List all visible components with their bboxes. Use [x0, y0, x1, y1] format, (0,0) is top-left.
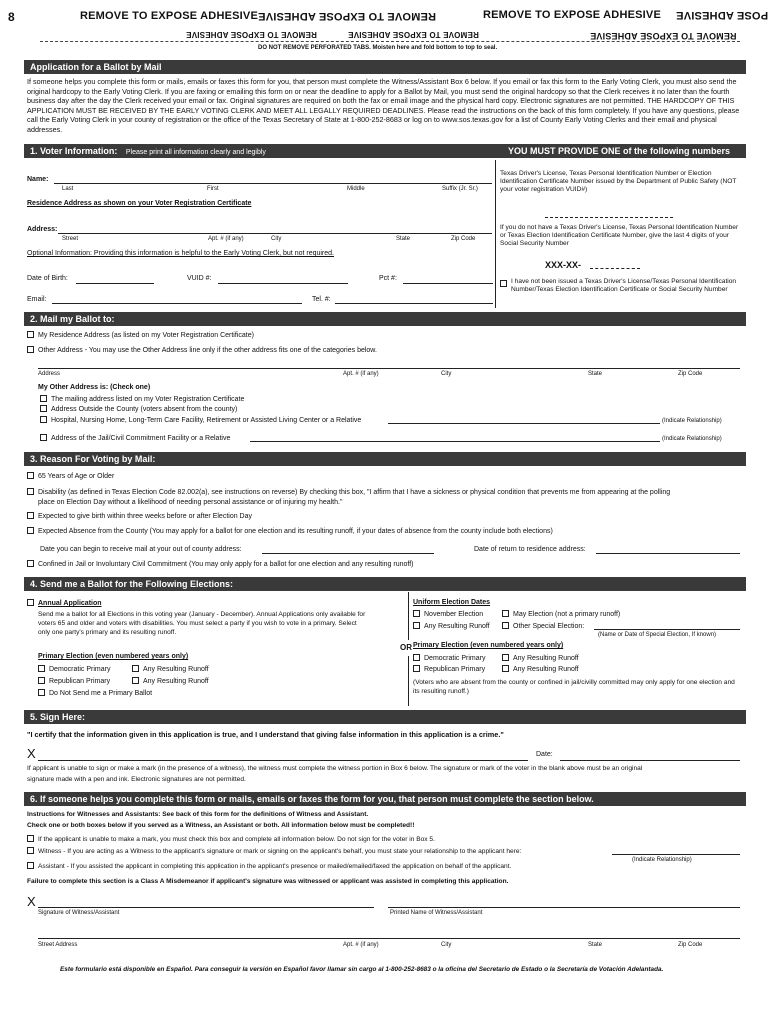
id-numbers-title-bar	[502, 144, 746, 158]
other-special-option[interactable]: Other Special Election:	[502, 622, 584, 630]
disability-continued: place on Election Day without a likelihood of needing personal assistance or of injuring my health."	[38, 499, 343, 506]
runoff-left-2[interactable]: Any Resulting Runoff	[132, 677, 209, 685]
ssn-option: If you do not have a Texas Driver's License, Texas Personal Identification Number or Texas Election Identification Certificate Number, give the last 4 digits of your Social Security Number	[500, 224, 739, 247]
tel-label: Tel. #:	[312, 296, 331, 303]
drivers-license-field[interactable]	[545, 217, 673, 218]
adhesive-strip	[0, 0, 770, 50]
special-election-field[interactable]	[594, 629, 740, 630]
relationship-caption: (Indicate Relationship)	[662, 418, 722, 424]
witness-state-caption: State	[588, 942, 603, 948]
name-field[interactable]	[54, 183, 492, 184]
witness-city-caption: City	[441, 942, 452, 948]
residence-address-checkbox	[27, 331, 34, 338]
pct-field[interactable]	[403, 283, 493, 284]
return-date-field[interactable]	[596, 553, 740, 554]
section3-title-bar	[24, 452, 746, 466]
sign-date-label: Date:	[536, 751, 553, 758]
return-date-label: Date of return to residence address:	[474, 546, 586, 553]
first-name-caption: First	[207, 186, 219, 192]
section5-title-bar	[24, 710, 746, 724]
witness-zip-caption: Zip Code	[678, 942, 703, 948]
no-id-checkbox[interactable]	[500, 280, 511, 288]
section6-title: 6. If someone helps you complete this form or mails, emails or faxes the form for you, that person must complete the section below.	[30, 794, 594, 804]
section3-title: 3. Reason For Voting by Mail:	[30, 454, 156, 464]
jail-option[interactable]: Address of the Jail/Civil Commitment Facility or a Relative	[40, 434, 230, 442]
section4-title: 4. Send me a Ballot for the Following Elections:	[30, 579, 234, 589]
corner-number: 8	[8, 10, 15, 24]
certify-statement: "I certify that the information given in this application is true, and I understand that giving false information in this application is a crime."	[27, 730, 504, 739]
witness-signature-x: X	[27, 894, 36, 909]
republican-primary-left[interactable]: Republican Primary	[38, 677, 110, 685]
witness-relationship-caption: (Indicate Relationship)	[632, 857, 692, 863]
begin-date-field[interactable]	[262, 553, 434, 554]
voter-signature-x: X	[27, 746, 36, 761]
other-city-caption: City	[441, 371, 452, 377]
begin-date-label: Date you can begin to receive mail at your out of county address:	[40, 546, 242, 553]
hospital-relationship-field[interactable]	[388, 423, 660, 424]
other-apt-caption: Apt. # (if any)	[343, 371, 379, 377]
remove-adhesive-label-flipped: REMOVE TO EXPOSE ADHESIVE	[590, 31, 737, 41]
section1-title-bar	[24, 144, 502, 158]
mailing-address-option[interactable]: The mailing address listed on my Voter Registration Certificate	[40, 395, 244, 403]
name-label: Name:	[27, 176, 49, 183]
vuid-label: VUID #:	[187, 275, 212, 282]
annual-application-option[interactable]: Annual Application	[27, 599, 102, 607]
section1-title: 1. Voter Information:	[30, 146, 118, 156]
pct-label: Pct #:	[379, 275, 397, 282]
vuid-field[interactable]	[218, 283, 348, 284]
fold-line	[40, 41, 740, 42]
application-title: Application for a Ballot by Mail	[30, 62, 162, 72]
dob-label: Date of Birth:	[27, 275, 68, 282]
section6-title-bar	[24, 792, 746, 806]
may-election-option[interactable]: May Election (not a primary runoff)	[502, 610, 620, 618]
witness-option[interactable]: Witness - If you are acting as a Witness to the applicant's signature or mark or signing on the applicant's behalf, you must state your relationship to the applicant here:	[27, 847, 521, 855]
other-state-caption: State	[588, 371, 603, 377]
other-zip-caption: Zip Code	[678, 371, 703, 377]
uniform-runoff-option[interactable]: Any Resulting Runoff	[413, 622, 490, 630]
assistant-option[interactable]: Assistant - If you assisted the applicant in completing this application in the applicant's presence or mailed/emailed/faxed the application on behalf of the applicant.	[27, 862, 511, 870]
runoff-left-1[interactable]: Any Resulting Runoff	[132, 665, 209, 673]
other-address-checkbox	[27, 346, 34, 353]
witness-printed-name-field[interactable]	[388, 907, 740, 908]
dob-field[interactable]	[76, 283, 154, 284]
or-label: OR	[400, 643, 412, 652]
no-primary-option[interactable]: Do Not Send me a Primary Ballot	[38, 689, 152, 697]
remove-adhesive-label-flipped: REMOVE TO EXPOSE ADHESIVE	[348, 30, 479, 39]
remove-adhesive-label: REMOVE TO EXPOSE ADHESIVE	[80, 10, 258, 22]
email-field[interactable]	[52, 303, 302, 304]
section4-title-bar	[24, 577, 746, 591]
unable-to-mark-option[interactable]: If the applicant is unable to make a mark, you must check this box and complete all information below. Do not sign for the voter in Box 5.	[27, 835, 435, 843]
witness-printed-name-caption: Printed Name of Witness/Assistant	[390, 910, 483, 916]
other-address-caption: Address	[38, 371, 61, 377]
ssn-last4-field[interactable]	[590, 268, 640, 269]
witness-apt-caption: Apt. # (if any)	[343, 942, 379, 948]
state-caption: State	[396, 236, 411, 242]
hospital-option[interactable]: Hospital, Nursing Home, Long-Term Care Facility, Retirement or Assisted Living Center or a Relative	[40, 416, 361, 424]
suffix-caption: Suffix (Jr. Sr.)	[442, 186, 478, 192]
absent-voters-note: (Voters who are absent from the county or confined in jail/civilly committed may only apply for one election and its resulting runoff.)	[413, 679, 735, 695]
street-caption: Street	[62, 236, 79, 242]
other-address-field[interactable]	[38, 368, 740, 369]
relationship-caption: (Indicate Relationship)	[662, 436, 722, 442]
democratic-primary-left[interactable]: Democratic Primary	[38, 665, 110, 673]
residence-address-field[interactable]	[58, 233, 492, 234]
reason-birth-option[interactable]: Expected to give birth within three weeks before or after Election Day	[27, 512, 252, 520]
jail-relationship-field[interactable]	[250, 441, 660, 442]
uniform-election-heading: Uniform Election Dates	[413, 599, 491, 606]
address-label: Address:	[27, 226, 58, 233]
other-address-option[interactable]: Other Address - You may use the Other Address line only if the other address fits one of the categories below.	[27, 346, 377, 354]
primary-election-left-heading: Primary Election (even numbered years only)	[38, 653, 189, 660]
my-other-address-heading: My Other Address is: (Check one)	[38, 384, 151, 391]
witness-relationship-field[interactable]	[612, 854, 740, 855]
witness-check-note: Check one or both boxes below if you served as a Witness, an Assistant or both. All information below must be completed!!	[27, 822, 415, 829]
reason-disability-option[interactable]: Disability (as defined in Texas Election Code 82.002(a), see instructions on reverse) By checking this box, "I affirm that I have a sickness or physical condition that prevents me from appearing at the polling	[27, 488, 670, 496]
section1-divider	[495, 160, 496, 308]
annual-application-text: Send me a ballot for all Elections in this voting year (January - December). Annual Applications only available for voters 65 and older and voters with disabilities. You must select a party if you wish to vote in a primary. Select only one party's primary and its resulting runoff.	[38, 611, 366, 636]
residence-address-heading: Residence Address as shown on your Voter Registration Certificate	[27, 200, 252, 207]
reason-jail-option[interactable]: Confined in Jail or Involuntary Civil Commitment (You may only apply for a ballot for one election and any resulting runoff)	[27, 560, 413, 568]
witness-signature-caption: Signature of Witness/Assistant	[38, 910, 120, 916]
witness-address-field[interactable]	[38, 938, 740, 939]
corner-label-flipped: POSE ADHESIVE	[676, 9, 769, 21]
witness-signature-field[interactable]	[38, 907, 374, 908]
misdemeanor-warning: Failure to complete this section is a Class A Misdemeanor if applicant's signature was witnessed or applicant was assisted in completing this application.	[27, 878, 509, 885]
republican-primary-right[interactable]: Republican Primary	[413, 665, 485, 673]
last-name-caption: Last	[62, 186, 74, 192]
drivers-license-option: Texas Driver's License, Texas Personal Identification Number or Election Identification Certificate Number issued by the Department of Public Safety (NOT your voter registration VUID#)	[500, 170, 737, 193]
section5-title: 5. Sign Here:	[30, 712, 86, 722]
section1-subtitle: Please print all information clearly and legibly	[125, 149, 266, 156]
spanish-footer: Este formulario está disponible en Español. Para conseguir la versión en Español favor llamar sin cargo al 1-800-252-8683 o la oficina del Secretario de Estado o la Secretaría de Votación Adelantada.	[60, 966, 664, 973]
november-election-option[interactable]: November Election	[413, 610, 483, 618]
perforated-note: DO NOT REMOVE PERFORATED TABS. Moisten here and fold bottom to top to seal.	[258, 45, 498, 51]
application-intro: If someone helps you complete this form or mails, emails or faxes this form for you, that person must complete the Witness/Assistant Box 6 below. If you email or fax this form to the Early Voting Clerk, you must also send the original hardcopy to the Early Voting Clerk. If you are faxing or emailing this form on or near the deadline to apply for a Ballot by Mail, you must send the original hardcopy so that the Clerk receives it no later than the fourth business day after the day the Clerk received your email or fax. Original signatures are required on both the fax or email image and the physical hard copy. Electronic signatures are not permitted. THE HARDCOPY OF THIS APPLICATION MUST BE RECEIVED BY THE EARLY VOTING CLERK AND MEET ALL LEGALLY REQUIRED DEADLINES. Please read the instructions on the back of this form completely. If you have any questions, please call the Early Voting Clerk in your county of registration or the office of the Texas Secretary of State at 1-800-252-8683 or log on to www.sos.texas.gov for a list of County Early Voting Clerks and their email and physical addresses.	[27, 77, 740, 134]
middle-name-caption: Middle	[347, 186, 365, 192]
sign-note-a: If applicant is unable to sign or make a mark (in the presence of a witness), the witness must complete the witness portion in Box 6 below. The signature or mark of the voter in the blank above must be an original	[27, 765, 643, 772]
witness-instructions: Instructions for Witnesses and Assistants: See back of this form for the definitions of Witness and Assistant.	[27, 811, 369, 818]
primary-election-right-heading: Primary Election (even numbered years only)	[413, 642, 564, 649]
email-label: Email:	[27, 296, 47, 303]
or-divider-top	[408, 592, 409, 640]
witness-street-caption: Street Address	[38, 942, 78, 948]
democratic-primary-right[interactable]: Democratic Primary	[413, 654, 485, 662]
ssn-mask: XXX-XX-	[545, 260, 582, 270]
voter-signature-field[interactable]	[38, 760, 528, 761]
application-title-bar	[24, 60, 746, 74]
section2-title-bar	[24, 312, 746, 326]
residence-address-option[interactable]: My Residence Address (as listed on my Voter Registration Certificate)	[27, 331, 254, 339]
reason-absence-option[interactable]: Expected Absence from the County (You may apply for a ballot for one election and its resulting runoff, if your dates of absence from the county include both elections)	[27, 527, 553, 535]
reason-65-option[interactable]: 65 Years of Age or Older	[27, 472, 114, 480]
or-divider-bottom	[408, 656, 409, 706]
apt-caption: Apt. # (if any)	[208, 236, 244, 242]
optional-info-note: Optional Information: Providing this information is helpful to the Early Voting Clerk, but not required.	[27, 250, 334, 257]
runoff-right-1[interactable]: Any Resulting Runoff	[502, 654, 579, 662]
outside-county-option[interactable]: Address Outside the County (voters absent from the county)	[40, 405, 237, 413]
sign-note-b: signature made with a pen and ink. Electronic signatures are not permitted.	[27, 776, 246, 783]
special-election-caption: (Name or Date of Special Election, If known)	[598, 632, 717, 638]
id-numbers-title: YOU MUST PROVIDE ONE of the following numbers	[508, 146, 731, 156]
section2-title: 2. Mail my Ballot to:	[30, 314, 115, 324]
sign-date-field[interactable]	[560, 760, 740, 761]
runoff-right-2[interactable]: Any Resulting Runoff	[502, 665, 579, 673]
tel-field[interactable]	[335, 303, 493, 304]
remove-adhesive-label-flipped: REMOVE TO EXPOSE ADHESIVE	[186, 30, 317, 39]
zip-caption: Zip Code	[451, 236, 476, 242]
remove-adhesive-label-flipped: REMOVE TO EXPOSE ADHESIVE	[258, 10, 436, 22]
remove-adhesive-label: REMOVE TO EXPOSE ADHESIVE	[483, 9, 661, 21]
no-id-label: I have not been issued a Texas Driver's License/Texas Personal Identification Number/Texas Election Identification Certificate or Social Security Number	[511, 278, 737, 293]
city-caption: City	[271, 236, 282, 242]
